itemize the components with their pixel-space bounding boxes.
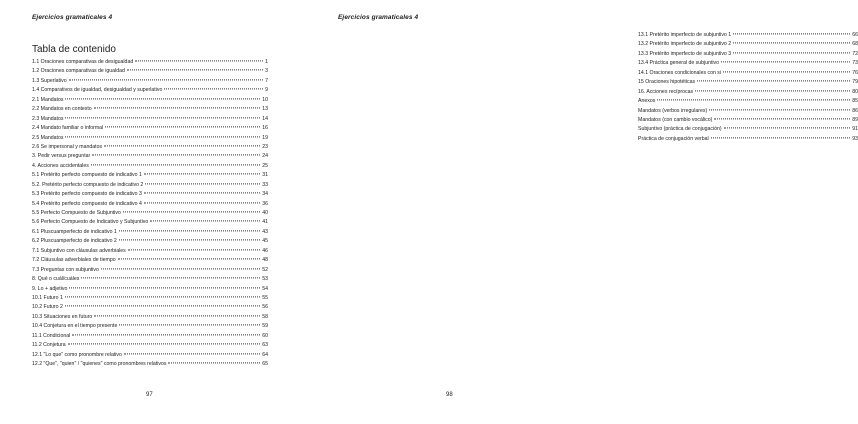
toc-entry[interactable] xyxy=(32,332,268,341)
toc-entry[interactable] xyxy=(32,143,268,152)
toc-entry-page: 43 xyxy=(262,228,268,235)
toc-entry-label: 13.1 Pretérito imperfecto de subjuntivo 1 xyxy=(638,32,732,38)
toc-entry-page: 73 xyxy=(852,60,858,67)
toc-entry[interactable] xyxy=(32,200,268,209)
dot-leader xyxy=(119,240,260,241)
toc-entry-label: 12.2 "Que", "quien" / "quienes" como pronombres relativos xyxy=(32,361,167,367)
toc-entry-label: 1.4 Comparativos de igualdad, desigualdad y superlativo xyxy=(32,87,163,94)
toc-entry-label: Mandatos (con cambio vocálico) xyxy=(638,116,713,123)
toc-entry-label: 6.1 Pluscuamperfecto de indicativo 1 xyxy=(32,228,117,235)
toc-entry[interactable] xyxy=(32,294,268,303)
toc-entry-page: 36 xyxy=(262,200,268,207)
toc-entry[interactable] xyxy=(32,228,268,237)
toc-entry-page: 13 xyxy=(262,106,268,113)
toc-entry[interactable] xyxy=(32,218,268,227)
dot-leader xyxy=(733,43,850,44)
dot-leader xyxy=(657,99,850,100)
toc-entry[interactable] xyxy=(32,275,268,284)
dot-leader xyxy=(91,164,260,165)
toc-entry-page: 89 xyxy=(852,116,858,123)
toc-entry-page: 7 xyxy=(265,77,268,84)
dot-leader xyxy=(94,315,260,316)
toc-entry-label: 1.2 Oraciones comparativas de igualdad xyxy=(32,68,125,75)
toc-entry-page: 34 xyxy=(262,191,268,198)
toc-entry-label: 13.4 Práctica general de subjuntivo xyxy=(638,60,720,67)
toc-entry-label: 10.4 Conjetura en el tiempo presente xyxy=(32,323,118,330)
toc-entry[interactable] xyxy=(32,256,268,265)
dot-leader xyxy=(69,79,264,80)
dot-leader xyxy=(697,81,850,82)
dot-leader xyxy=(709,109,850,110)
dot-leader xyxy=(168,362,260,363)
toc-entry[interactable] xyxy=(32,86,268,95)
toc-entry[interactable] xyxy=(32,303,268,312)
toc-entry[interactable] xyxy=(638,78,858,87)
dot-leader xyxy=(118,259,261,260)
dot-leader xyxy=(714,118,850,119)
toc-list xyxy=(32,58,268,369)
dot-leader xyxy=(724,128,851,129)
toc-entry-page: 46 xyxy=(262,247,268,254)
toc-entry[interactable] xyxy=(638,59,858,68)
dot-leader xyxy=(144,174,260,175)
dot-leader xyxy=(695,90,850,91)
dot-leader xyxy=(144,193,260,194)
toc-entry[interactable] xyxy=(32,341,268,350)
toc-entry[interactable] xyxy=(638,97,858,106)
toc-entry[interactable] xyxy=(32,105,268,114)
toc-entry-label: Anexos xyxy=(638,98,656,105)
toc-entry[interactable] xyxy=(32,58,268,67)
dot-leader xyxy=(65,296,260,297)
toc-entry[interactable] xyxy=(32,209,268,218)
toc-entry-page: 80 xyxy=(852,88,858,95)
toc-title: Tabla de contenido xyxy=(32,44,116,55)
toc-entry-page: 56 xyxy=(262,304,268,311)
toc-entry-page: 68 xyxy=(852,41,858,48)
toc-entry-label: 1.3 Superlativo xyxy=(32,77,67,84)
toc-entry[interactable] xyxy=(638,69,858,78)
toc-entry-label: 3. Pedir versus preguntar xyxy=(32,153,91,160)
dot-leader xyxy=(65,306,260,307)
dot-leader xyxy=(127,70,263,71)
toc-entry-page: 54 xyxy=(262,285,268,292)
toc-entry-page: 23 xyxy=(262,143,268,150)
toc-entry-page: 24 xyxy=(262,153,268,160)
toc-entry-label: 2.2 Mandatos en contexto xyxy=(32,106,92,113)
dot-leader xyxy=(135,60,263,61)
toc-entry[interactable] xyxy=(32,67,268,76)
dot-leader xyxy=(164,89,263,90)
toc-entry[interactable] xyxy=(638,31,858,40)
running-head: Ejercicios gramaticales 4 xyxy=(32,14,113,21)
toc-entry-label: 9. Lo + adjetivo xyxy=(32,285,68,292)
toc-entry-label: 10.3 Situaciones en futuro xyxy=(32,313,93,320)
toc-entry-label: Subjuntivo (práctica de conjugación) xyxy=(638,126,722,133)
dot-leader xyxy=(65,136,260,137)
toc-entry-label: Práctica de conjugación verbal xyxy=(638,135,709,142)
toc-entry-label: 11.1 Condicional xyxy=(32,332,71,339)
toc-entry-label: 7.1 Subjuntivo con cláusulas adverbiales xyxy=(32,247,126,254)
toc-entry[interactable] xyxy=(32,351,268,360)
dot-leader xyxy=(94,108,261,109)
toc-entry[interactable] xyxy=(638,135,858,144)
toc-entry-page: 19 xyxy=(262,134,268,141)
left-page xyxy=(0,0,300,424)
toc-entry-label: 14.1 Oraciones condicionales con si xyxy=(638,69,722,76)
toc-entry[interactable] xyxy=(32,181,268,190)
toc-entry-page: 58 xyxy=(262,313,268,320)
dot-leader xyxy=(150,221,260,222)
toc-entry[interactable] xyxy=(32,313,268,322)
toc-entry[interactable] xyxy=(638,88,858,97)
dot-leader xyxy=(92,155,260,156)
toc-entry-page: 45 xyxy=(262,238,268,245)
toc-entry[interactable] xyxy=(638,40,858,49)
toc-entry-label: 2.4 Mandato familiar o informal xyxy=(32,125,104,132)
toc-entry-label: 2.6 Se impersonal y mandatos xyxy=(32,143,103,150)
toc-entry-page: 3 xyxy=(265,68,268,75)
toc-entry[interactable] xyxy=(32,237,268,246)
toc-entry[interactable] xyxy=(32,360,268,369)
dot-leader xyxy=(68,344,261,345)
toc-entry-label: 6.2 Pluscuamperfecto de indicativo 2 xyxy=(32,238,117,245)
dot-leader xyxy=(721,62,850,63)
toc-entry-label: 5.3 Pretérito perfecto compuesto de indicativo 3 xyxy=(32,191,142,198)
toc-entry[interactable] xyxy=(32,266,268,275)
toc-entry-page: 41 xyxy=(262,219,268,226)
toc-entry-page: 63 xyxy=(262,342,268,349)
dot-leader xyxy=(733,52,850,53)
toc-entry-page: 60 xyxy=(262,332,268,339)
toc-entry-page: 48 xyxy=(262,257,268,264)
toc-entry[interactable] xyxy=(32,124,268,133)
toc-entry-label: 11.2 Conjetura xyxy=(32,342,66,349)
dot-leader xyxy=(128,249,260,250)
toc-entry-page: 76 xyxy=(852,69,858,76)
toc-entry-page: 52 xyxy=(262,266,268,273)
dot-leader xyxy=(123,211,260,212)
toc-entry-label: 5.5 Perfecto Compuesto de Subjuntivo xyxy=(32,210,121,216)
toc-entry[interactable] xyxy=(32,134,268,143)
toc-entry-label: 1.1 Oraciones comparativas de desigualdad xyxy=(32,59,134,65)
toc-entry[interactable] xyxy=(32,247,268,256)
toc-entry-label: 5.1 Pretérito perfecto compuesto de indicativo 1 xyxy=(32,172,142,179)
toc-entry-label: 5.2. Pretérito perfecto compuesto de indicativo 2 xyxy=(32,181,144,188)
toc-entry[interactable] xyxy=(638,107,858,116)
dot-leader xyxy=(124,353,260,354)
toc-entry-page: 33 xyxy=(262,181,268,188)
dot-leader xyxy=(101,268,260,269)
toc-entry-page: 1 xyxy=(265,59,268,65)
dot-leader xyxy=(72,334,260,335)
toc-entry-label: 15 Oraciones hipotéticas xyxy=(638,79,696,86)
toc-entry-page: 10 xyxy=(262,96,268,103)
dot-leader xyxy=(723,71,850,72)
toc-entry-label: 2.5 Mandatos xyxy=(32,134,64,141)
toc-entry[interactable] xyxy=(32,152,268,161)
toc-entry-page: 66 xyxy=(852,32,858,38)
dot-leader xyxy=(69,287,260,288)
toc-entry-page: 55 xyxy=(262,294,268,301)
toc-entry-label: Mandatos (verbos irregulares) xyxy=(638,107,708,114)
dot-leader xyxy=(119,230,260,231)
toc-entry-label: 10.1 Futuro 1 xyxy=(32,294,63,301)
toc-entry-label: 7.3 Preguntas con subjuntivo xyxy=(32,266,99,273)
toc-entry[interactable] xyxy=(638,116,858,125)
dot-leader xyxy=(733,33,850,34)
toc-entry-page: 64 xyxy=(262,351,268,358)
toc-entry-page: 25 xyxy=(262,162,268,169)
page-number: 97 xyxy=(146,392,153,398)
toc-entry[interactable] xyxy=(32,171,268,180)
toc-entry-page: 72 xyxy=(852,50,858,57)
dot-leader xyxy=(145,183,260,184)
toc-entry-label: 8. Qué o cuál/cuáles xyxy=(32,276,80,283)
toc-entry-page: 53 xyxy=(262,276,268,283)
dot-leader xyxy=(144,202,260,203)
toc-entry-page: 31 xyxy=(262,172,268,179)
toc-entry-label: 13.3 Pretérito imperfecto de subjuntivo 3 xyxy=(638,50,732,57)
toc-entry-page: 9 xyxy=(265,87,268,94)
toc-entry-page: 85 xyxy=(852,98,858,105)
toc-entry-label: 5.4 Pretérito perfecto compuesto de indicativo 4 xyxy=(32,200,142,207)
toc-entry-page: 40 xyxy=(262,210,268,216)
toc-entry-label: 13.2 Pretérito imperfecto de subjuntivo 2 xyxy=(638,41,732,48)
dot-leader xyxy=(104,145,260,146)
toc-entry-page: 93 xyxy=(852,135,858,142)
dot-leader xyxy=(81,277,260,278)
toc-entry-label: 2.1 Mandatos xyxy=(32,96,64,103)
toc-entry[interactable] xyxy=(32,162,268,171)
dot-leader xyxy=(65,117,260,118)
toc-entry-label: 16. Acciones recíprocas xyxy=(638,88,694,95)
toc-entry[interactable] xyxy=(32,285,268,294)
toc-entry-page: 91 xyxy=(852,126,858,133)
toc-entry-label: 4. Acciones accidentales xyxy=(32,162,89,169)
toc-entry-label: 7.2 Cláusulas adverbiales de tiempo xyxy=(32,257,116,264)
toc-list xyxy=(638,31,858,144)
toc-entry-page: 79 xyxy=(852,79,858,86)
page-number: 98 xyxy=(446,392,453,398)
toc-entry[interactable] xyxy=(32,77,268,86)
toc-entry[interactable] xyxy=(638,50,858,59)
toc-entry-label: 5.6 Perfecto Compuesto de Indicativo y Subjuntivo xyxy=(32,219,149,226)
running-head: Ejercicios gramaticales 4 xyxy=(338,14,419,21)
right-page xyxy=(300,0,858,424)
toc-entry-page: 65 xyxy=(262,361,268,367)
toc-entry[interactable] xyxy=(32,190,268,199)
toc-entry-page: 86 xyxy=(852,107,858,114)
dot-leader xyxy=(119,325,260,326)
toc-entry-label: 10.2 Futuro 2 xyxy=(32,304,63,311)
toc-entry[interactable] xyxy=(638,125,858,134)
toc-entry-label: 2.3 Mandatos xyxy=(32,115,64,122)
dot-leader xyxy=(711,137,851,138)
toc-entry-page: 14 xyxy=(262,115,268,122)
toc-entry-page: 16 xyxy=(262,125,268,132)
toc-entry-page: 59 xyxy=(262,323,268,330)
dot-leader xyxy=(65,98,260,99)
toc-entry-label: 12.1 "Lo que" como pronombre relativo xyxy=(32,351,122,358)
dot-leader xyxy=(105,126,260,127)
toc-entry[interactable] xyxy=(32,96,268,105)
toc-entry[interactable] xyxy=(32,115,268,124)
toc-entry[interactable] xyxy=(32,322,268,331)
